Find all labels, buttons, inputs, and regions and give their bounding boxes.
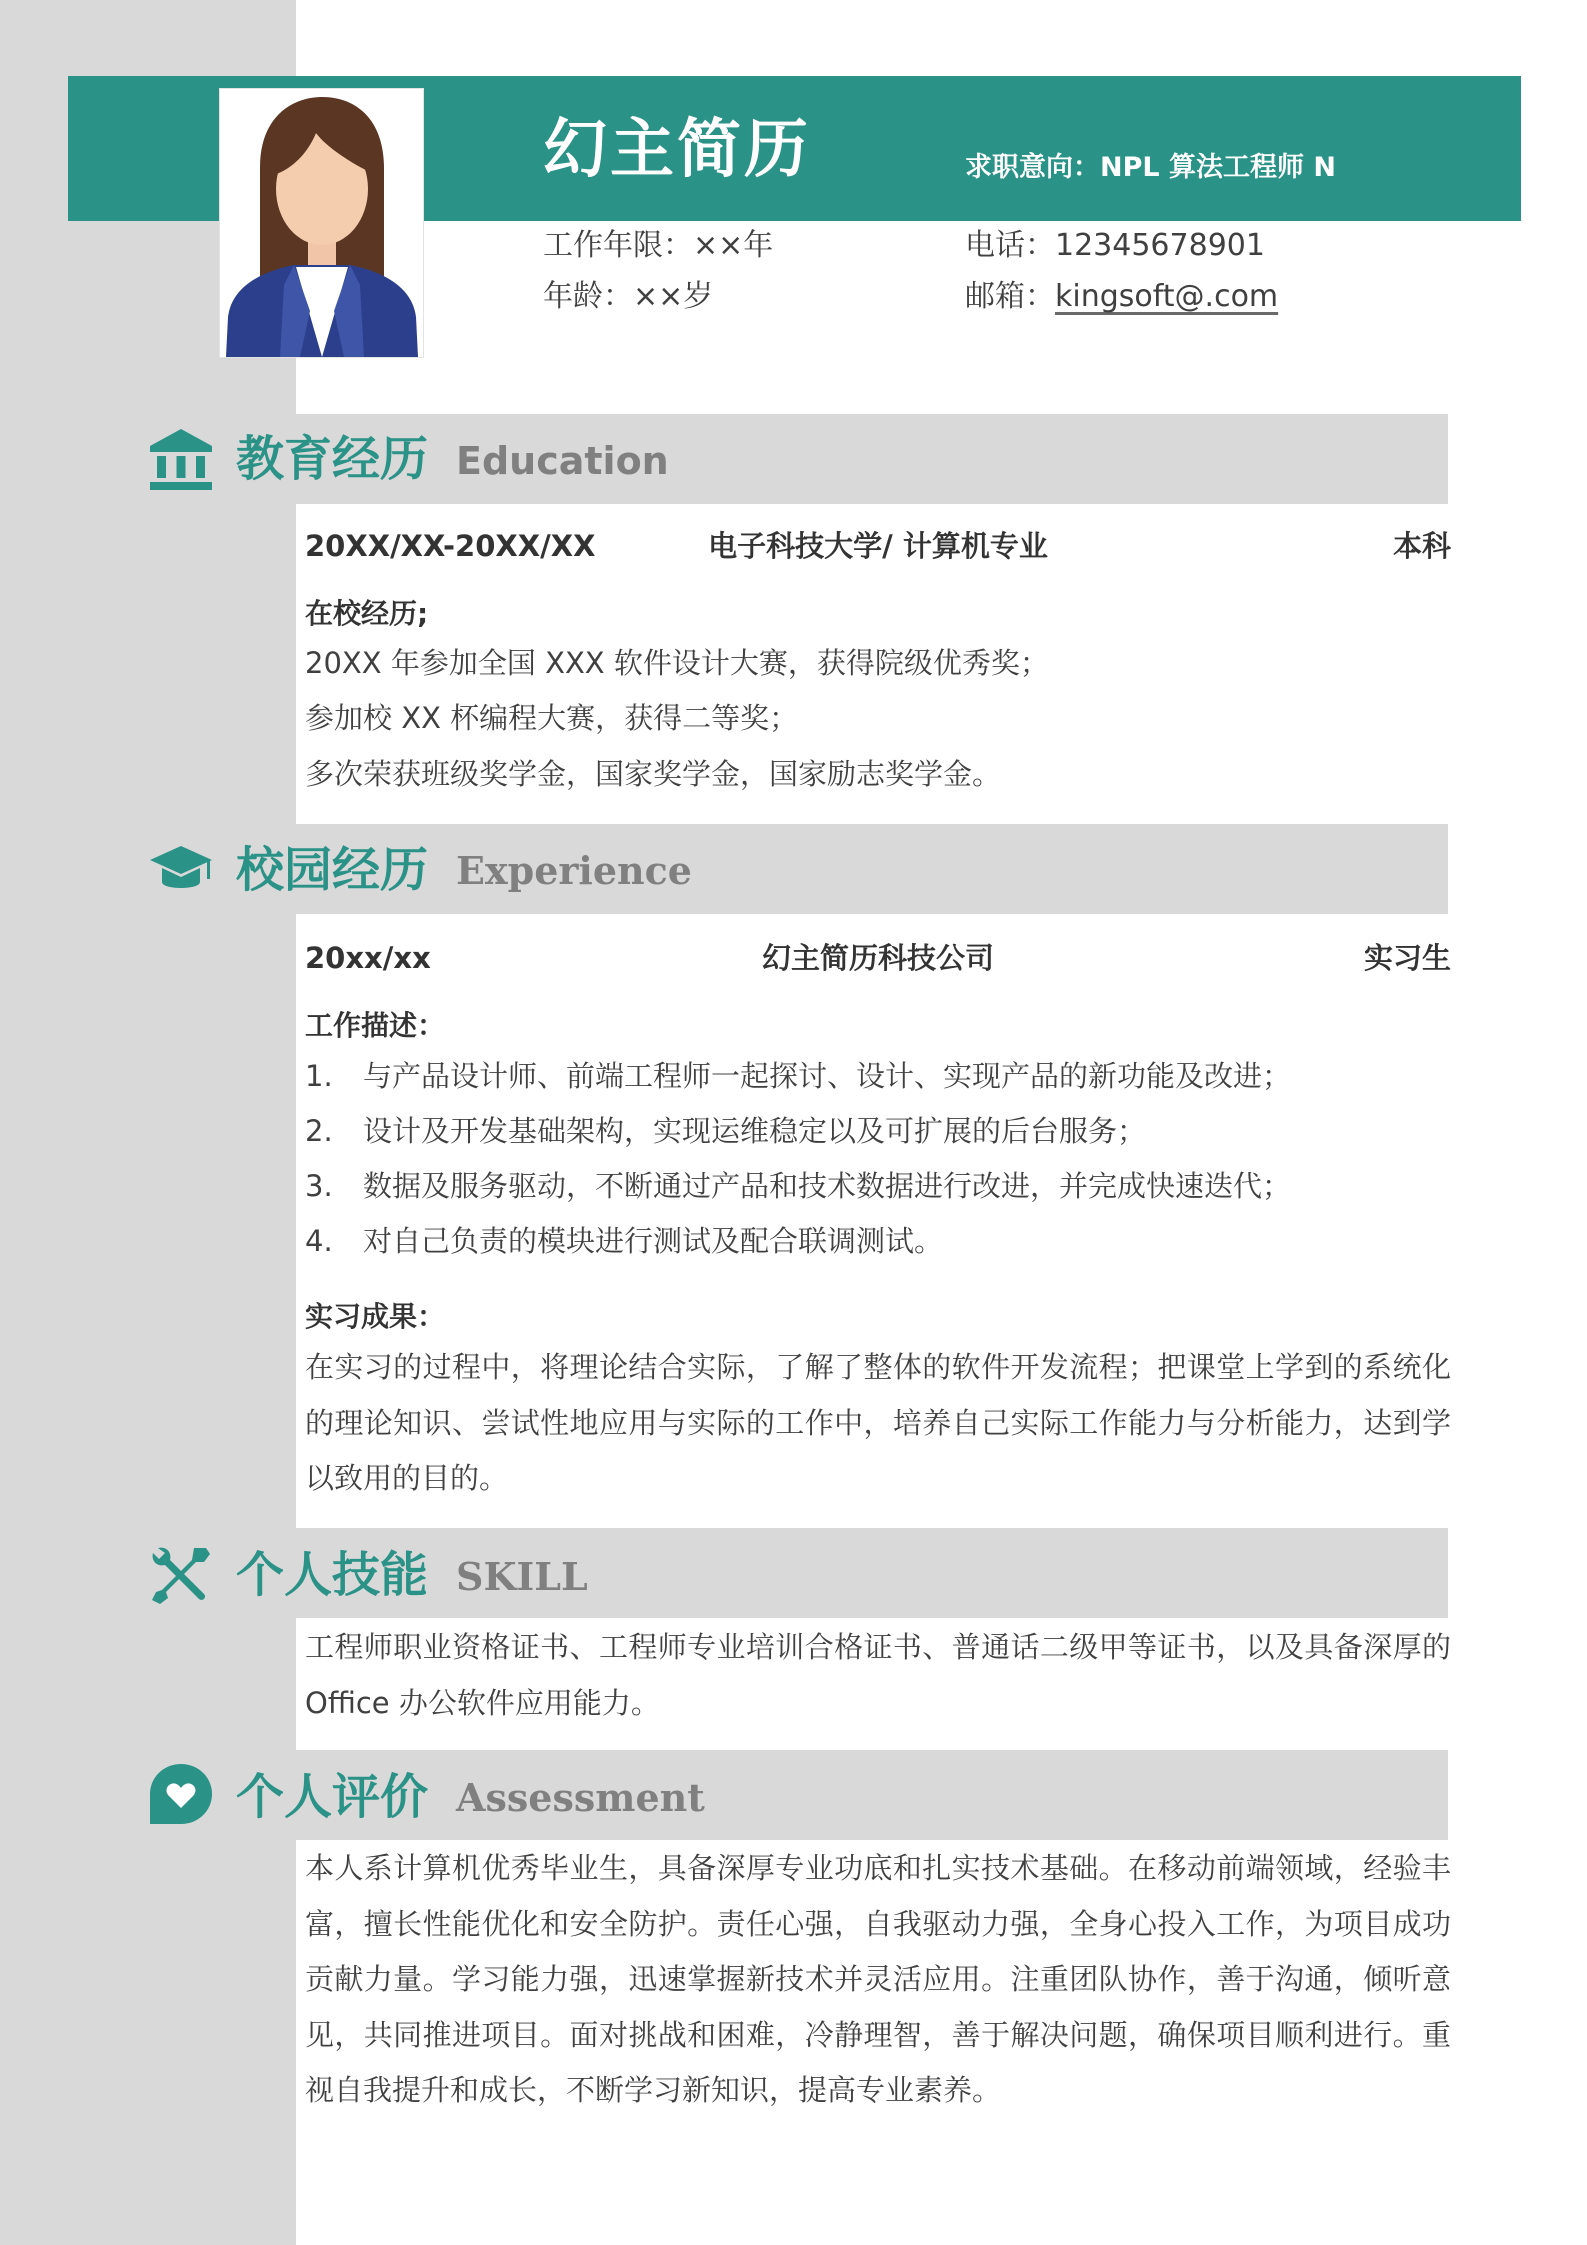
education-entry-row [305,526,1451,566]
skill-subtitle: SKILL [456,1554,588,1599]
work-item-text: 设计及开发基础架构，实现运维稳定以及可扩展的后台服务； [363,1114,1147,1148]
heart-chat-icon [148,1762,214,1828]
education-school: 电子科技大学/ 计算机专业 [708,529,1048,563]
work-item-text: 对自己负责的模块进行测试及配合联调测试。 [363,1224,944,1258]
education-subtitle: Education [456,439,669,483]
work-item-text: 数据及服务驱动，不断通过产品和技术数据进行改进，并完成快速迭代； [363,1169,1292,1203]
work-item [305,1221,943,1261]
age [543,277,713,317]
education-item: 多次荣获班级奖学金，国家奖学金，国家励志奖学金。 [305,757,1002,791]
education-item: 参加校 XX 杯编程大赛，获得二等奖； [305,701,799,735]
email-label: 邮箱： [965,279,1055,314]
phone [965,226,1265,266]
internship-result-text: 在实习的过程中，将理论结合实际，了解了整体的软件开发流程；把课堂上学到的系统化的理论知识、尝试性地应用与实际的工作中，培养自己实际工作能力与分析能力，达到学以致用的目的。 [305,1350,1451,1495]
assessment-subtitle: Assessment [456,1775,705,1820]
campus-date: 20xx/xx [305,941,431,975]
assessment-text: 本人系计算机优秀毕业生，具备深厚专业功底和扎实技术基础。在移动前端领域，经验丰富，擅长性能优化和安全防护。责任心强，自我驱动力强，全身心投入工作，为项目成功贡献力量。学习能力强，迅速掌握新技术并灵活应用。注重团队协作，善于沟通，倾听意见，共同推进项目。面对挑战和困难，冷静理智，善于解决问题，确保项目顺利进行。重视自我提升和成长，不断学习新知识，提高专业素养。 [305,1851,1451,2107]
campus-role: 实习生 [1363,941,1451,975]
work-years-label: 工作年限： [543,228,693,263]
phone-label: 电话： [965,228,1055,263]
education-date: 20XX/XX-20XX/XX [305,529,596,563]
age-value: ××岁 [633,279,714,314]
work-item-number: 4. [305,1224,333,1258]
work-item-number: 2. [305,1114,333,1148]
education-title: 教育经历 [236,431,429,487]
work-years [543,226,773,266]
work-item [305,1166,1291,1206]
skill-text: 工程师职业资格证书、工程师专业培训合格证书、普通话二级甲等证书，以及具备深厚的 Office 办公软件应用能力。 [305,1630,1451,1720]
email [965,277,1278,317]
work-description-label: 工作描述： [305,1009,446,1042]
education-item: 20XX 年参加全国 XXX 软件设计大赛，获得院级优秀奖； [305,646,1049,680]
work-item-number: 1. [305,1059,333,1093]
email-link[interactable]: kingsoft@.com [1055,279,1279,314]
education-degree: 本科 [1392,529,1451,563]
internship-result-label: 实习成果： [305,1300,446,1333]
phone-value: 12345678901 [1055,228,1265,263]
campus-subtitle: Experience [456,848,692,893]
campus-title: 校园经历 [236,842,429,898]
campus-entry-row [305,938,1451,978]
work-item-number: 3. [305,1169,333,1203]
graduation-cap-icon [148,836,214,902]
work-item-text: 与产品设计师、前端工程师一起探讨、设计、实现产品的新功能及改进； [363,1059,1292,1093]
skill-title: 个人技能 [236,1547,429,1603]
work-years-value: ××年 [693,228,774,263]
work-item [305,1111,1146,1151]
tools-icon [148,1542,214,1608]
work-item [305,1056,1291,1096]
campus-company: 幻主简历科技公司 [761,941,994,975]
age-label: 年龄： [543,279,633,314]
education-campus-label: 在校经历; [305,597,429,630]
resume-name: 幻主简历 [543,113,811,187]
assessment-title: 个人评价 [236,1769,429,1825]
institution-icon [148,426,214,492]
profile-photo [219,88,424,358]
job-intent: 求职意向：NPL 算法工程师 N [965,152,1336,183]
